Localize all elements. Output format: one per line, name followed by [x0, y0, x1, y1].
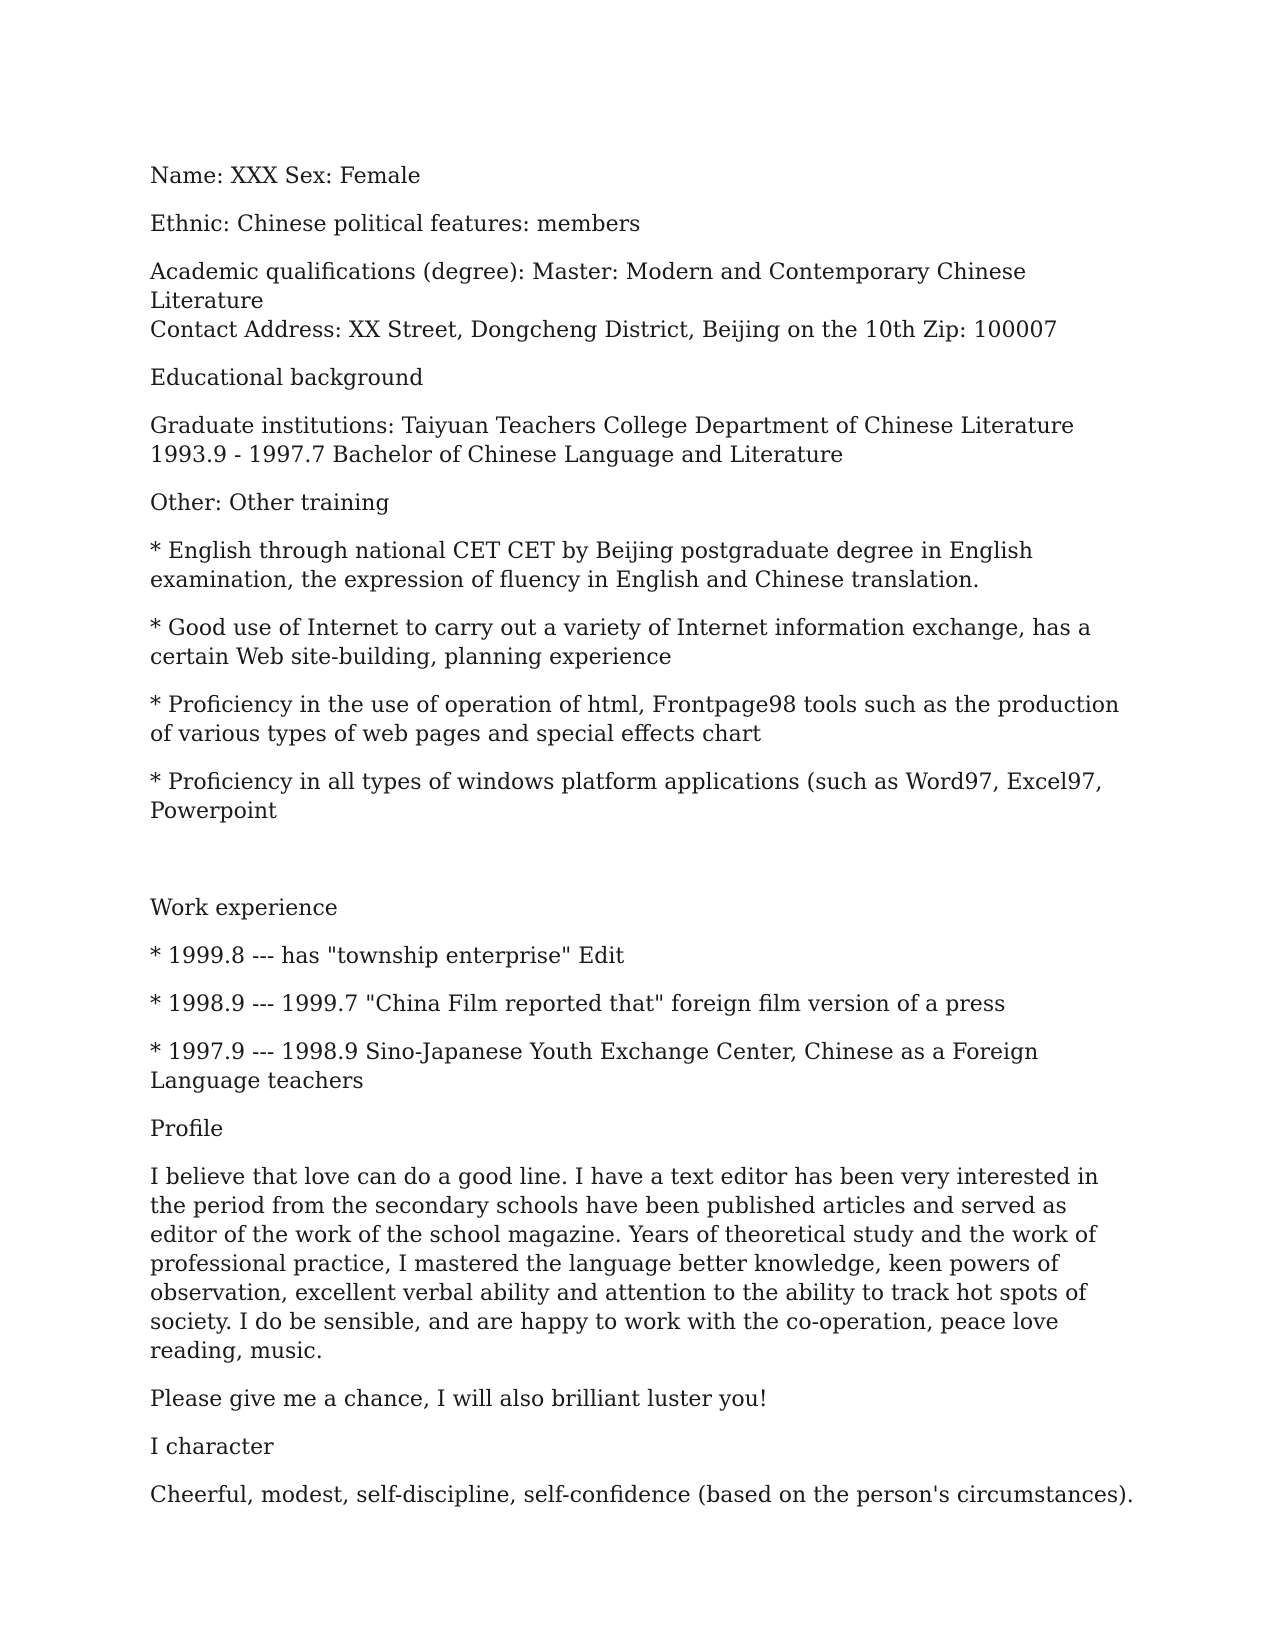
other-training-heading: Other: Other training: [150, 491, 390, 516]
training-item: * English through national CET CET by Beijing postgraduate degree in English examination, the expression of fluency in English and Chinese translation.: [150, 539, 1033, 593]
work-item: * 1999.8 --- has "township enterprise" Edit: [150, 944, 625, 969]
work-item: * 1997.9 --- 1998.9 Sino-Japanese Youth Exchange Center, Chinese as a Foreign Language teachers: [150, 1040, 1039, 1094]
contact-line: Contact Address: XX Street, Dongcheng District, Beijing on the 10th Zip: 100007: [150, 318, 1058, 343]
ethnic-line: Ethnic: Chinese political features: members: [150, 212, 641, 237]
character-paragraph: Cheerful, modest, self-discipline, self-confidence (based on the person's circumstances).: [150, 1483, 1134, 1508]
character-heading: I character: [150, 1435, 274, 1460]
resume-body: [150, 162, 1135, 1529]
profile-closing: Please give me a chance, I will also brilliant luster you!: [150, 1387, 768, 1412]
qualifications-line: Academic qualifications (degree): Master: Modern and Contemporary Chinese Literature: [150, 260, 1027, 314]
work-item: * 1998.9 --- 1999.7 "China Film reported that" foreign film version of a press: [150, 992, 1006, 1017]
training-item: * Proficiency in all types of windows platform applications (such as Word97, Excel97, Powerpoint: [150, 770, 1103, 824]
profile-paragraph: I believe that love can do a good line. I have a text editor has been very interested in the period from the secondary schools have been published articles and served as editor of the work of the school magazine. Years of theoretical study and the work of professional practice, I mastered the language better knowledge, keen powers of observation, excellent verbal ability and attention to the ability to track hot spots of society. I do be sensible, and are happy to work with the co-operation, peace love reading, music.: [150, 1165, 1099, 1364]
education-heading: Educational background: [150, 366, 424, 391]
training-item: * Proficiency in the use of operation of html, Frontpage98 tools such as the production of various types of web pages and special effects chart: [150, 693, 1120, 747]
institutions-paragraph: Graduate institutions: Taiyuan Teachers College Department of Chinese Literature 1993.9 - 1997.7 Bachelor of Chinese Language and Literature: [150, 414, 1075, 468]
profile-heading: Profile: [150, 1117, 224, 1142]
work-heading: Work experience: [150, 896, 338, 921]
name-line: Name: XXX Sex: Female: [150, 164, 421, 189]
training-item: * Good use of Internet to carry out a variety of Internet information exchange, has a certain Web site-building, planning experience: [150, 616, 1091, 670]
